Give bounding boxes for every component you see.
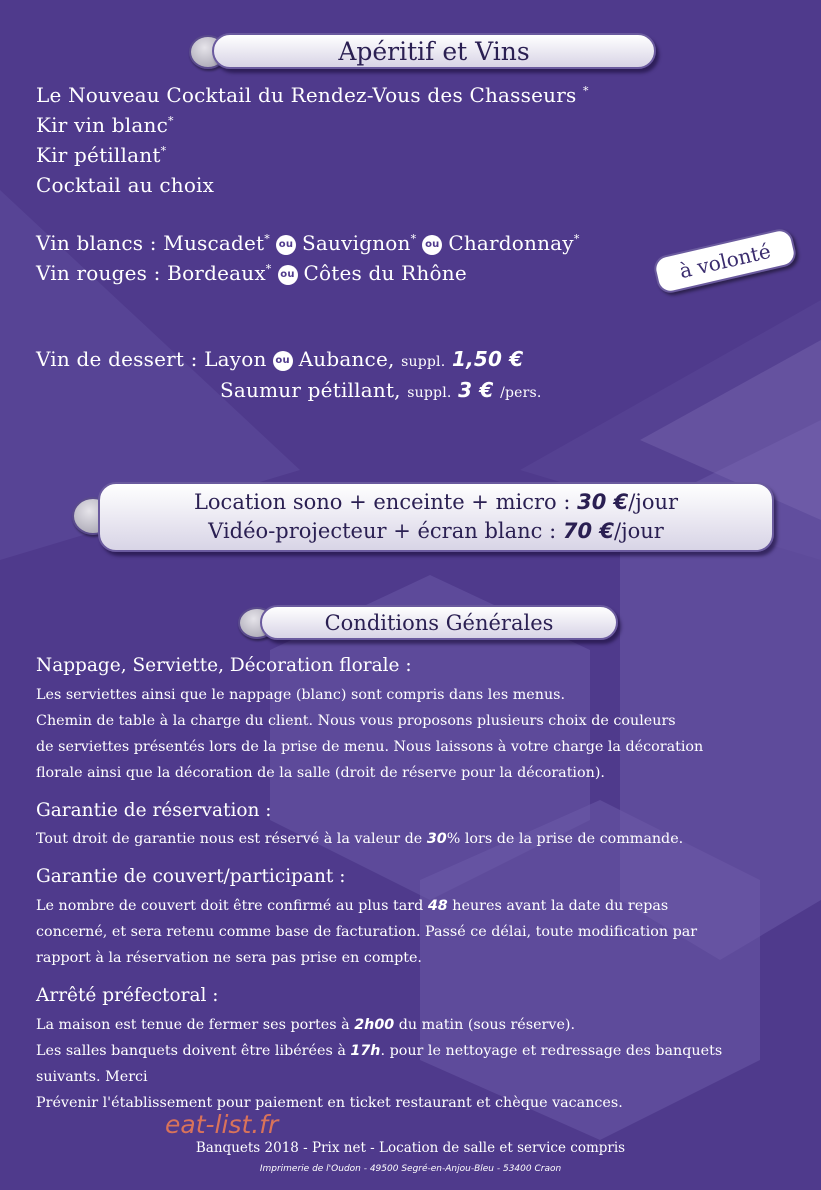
aperitif-item: Kir vin blanc* [36,113,174,137]
dessert-price: 1,50 € [451,347,524,371]
nappage-text: florale ainsi que la décoration de la salle (droit de réserve pour la décoration). [36,765,605,781]
conditions-title: Conditions Générales [324,610,554,635]
ou-badge: ou [276,235,296,255]
aperitif-item: Cocktail au choix [36,173,215,197]
location-box [98,482,774,552]
location-video-line: Vidéo-projecteur + écran blanc : 70 €/jour [208,519,664,543]
nappage-text: Chemin de table à la charge du client. Nous vous proposons plusieurs choix de couleurs [36,713,676,729]
garantie-text: Tout droit de garantie nous est réservé à la valeur de 30% lors de la prise de commande. [36,831,684,847]
vin-rouges-line: Vin rouges : Bordeaux* ou Côtes du Rhône [36,261,467,285]
arrete-heading: Arrêté préfectoral : [36,985,219,1006]
footer-line: Banquets 2018 - Prix net - Location de salle et service compris [195,1140,626,1156]
couvert-heading: Garantie de couvert/participant : [36,866,346,887]
vin-blancs-line: Vin blancs : Muscadet* ou Sauvignon* ou Chardonnay* [36,231,580,255]
aperitif-item: Kir pétillant* [36,143,167,167]
couvert-text: Le nombre de couvert doit être confirmé au plus tard 48 heures avant la date du repas [36,898,669,914]
saumur-line: Saumur pétillant, suppl. 3 € /pers. [220,378,542,402]
arrete-text: suivants. Merci [36,1069,148,1085]
ou-badge: ou [273,351,293,371]
aperitif-item: Le Nouveau Cocktail du Rendez-Vous des Chasseurs * [36,83,589,107]
watermark-logo: eat-list.fr [165,1110,279,1139]
ou-badge: ou [422,235,442,255]
footer-printer: Imprimerie de l'Oudon - 49500 Segré-en-Anjou-Bleu - 53400 Craon [259,1164,562,1174]
location-sono-line: Location sono + enceinte + micro : 30 €/jour [193,490,679,514]
nappage-heading: Nappage, Serviette, Décoration florale : [36,655,412,676]
couvert-text: rapport à la réservation ne sera pas prise en compte. [36,950,422,966]
nappage-text: Les serviettes ainsi que le nappage (blanc) sont compris dans les menus. [36,687,566,703]
arrete-text: Prévenir l'établissement pour paiement en ticket restaurant et chèque vacances. [36,1095,623,1111]
garantie-heading: Garantie de réservation : [36,800,272,821]
a-volonte-badge: à volonté [652,227,799,296]
conditions-title-banner [260,605,618,640]
nappage-text: de serviettes présentés lors de la prise de menu. Nous laissons à votre charge la décoration [36,739,704,755]
arrete-text: La maison est tenue de fermer ses portes à 2h00 du matin (sous réserve). [36,1017,576,1033]
aperitif-title: Apéritif et Vins [338,36,530,66]
ou-badge: ou [278,265,298,285]
arrete-text: Les salles banquets doivent être libérées à 17h. pour le nettoyage et redressage des banquets [36,1043,723,1059]
vin-dessert-line: Vin de dessert : Layon ou Aubance, suppl. 1,50 € [36,347,524,371]
couvert-text: concerné, et sera retenu comme base de facturation. Passé ce délai, toute modification par [36,924,698,940]
aperitif-title-banner [212,33,656,69]
saumur-price: 3 € [458,378,494,402]
